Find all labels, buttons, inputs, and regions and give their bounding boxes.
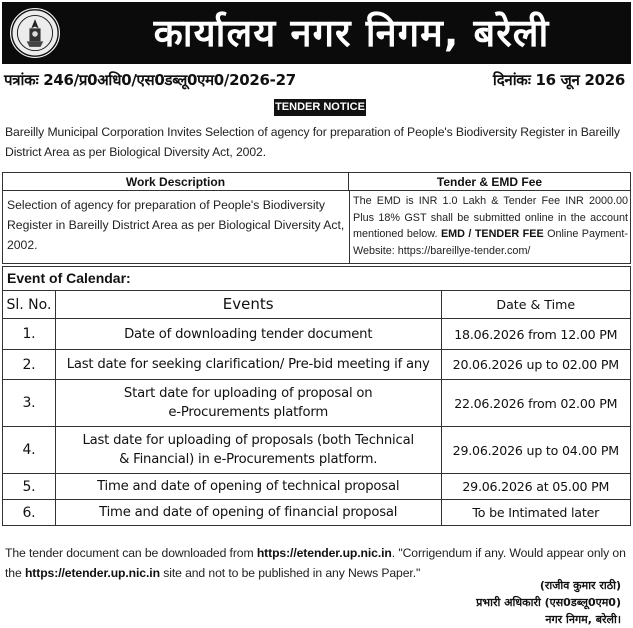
page-title: कार्यालय नगर निगम, बरेली (153, 11, 550, 55)
event-calendar-table (2, 290, 631, 526)
table-row (3, 380, 631, 427)
row-number: 1. (3, 319, 56, 350)
row-date: 22.06.2026 from 02.00 PM (441, 380, 630, 427)
signatory-name: (राजीव कुमार राठी) (539, 579, 621, 592)
reference-number: पत्रांकः 246/प्र0अधि0/एस0डब्लू0एम0/2026-27 (4, 71, 296, 89)
intro-paragraph: Bareilly Municipal Corporation Invites Selection of agency for preparation of People's Biodiversity Register in Bareilly District Area as per Biological Diversity Act, 2002. (5, 125, 620, 159)
signatory-office: नगर निगम, बरेली। (545, 613, 621, 626)
table-row (3, 319, 631, 350)
table-row (3, 427, 631, 474)
table-row (3, 500, 631, 526)
footer-text: . "Corrigendum if any. Would appear only on the (5, 546, 626, 580)
row-date: To be Intimated later (441, 500, 630, 526)
row-event-line: e-Procurements platform (168, 405, 328, 420)
etender-link[interactable]: https://etender.up.nic.in (256, 546, 392, 560)
fee-text-part-2: Online Payment-Website: https://bareillye-tender.com/ (353, 228, 628, 257)
footer-text: The tender document can be downloaded from (5, 546, 254, 560)
tender-fee-text (353, 193, 628, 259)
row-event: Time and date of opening of technical proposal (55, 474, 441, 500)
row-event: Last date for seeking clarification/ Pre-bid meeting if any (55, 350, 441, 380)
signature-block (476, 577, 621, 628)
row-date: 29.06.2026 at 05.00 PM (441, 474, 630, 500)
row-number: 5. (3, 474, 56, 500)
row-event (55, 427, 441, 474)
signatory-designation: प्रभारी अधिकारी (एस0डब्लू0एम0) (476, 596, 621, 609)
row-event: Date of downloading tender document (55, 319, 441, 350)
row-date: 29.06.2026 up to 04.00 PM (441, 427, 630, 474)
calendar-title: Event of Calendar: (2, 266, 631, 290)
tender-fee-header: Tender & EMD Fee (349, 173, 630, 191)
tender-notice-badge: TENDER NOTICE (274, 99, 366, 116)
fee-text-part-1: The EMD is INR 1.0 Lakh & Tender Fee INR 2000.00 Plus 18% GST shall be submitted online in the account mentioned below. (353, 195, 628, 241)
row-event-line: Last date for uploading of proposals (both Technical (82, 433, 414, 448)
row-event-line: Start date for uploading of proposal on (123, 386, 373, 401)
municipal-emblem-icon (8, 6, 62, 60)
footer-text: site and not to be published in any News Paper." (163, 566, 421, 580)
row-event (55, 380, 441, 427)
table-row (3, 350, 631, 380)
etender-link[interactable]: https://etender.up.nic.in (24, 566, 160, 580)
header-band (2, 2, 631, 64)
work-description-header: Work Description (3, 173, 349, 191)
table-row (3, 474, 631, 500)
column-header-events: Events (55, 291, 441, 319)
row-number: 3. (3, 380, 56, 427)
column-divider (349, 191, 350, 263)
notice-date: दिनांकः 16 जून 2026 (492, 71, 625, 89)
work-description-box (2, 172, 631, 264)
table-header-row (3, 291, 631, 319)
column-header-sl: Sl. No. (3, 291, 56, 319)
row-number: 2. (3, 350, 56, 380)
row-date: 18.06.2026 from 12.00 PM (441, 319, 630, 350)
row-number: 4. (3, 427, 56, 474)
fee-text-bold: EMD / TENDER FEE (440, 228, 544, 241)
row-event: Time and date of opening of financial proposal (55, 500, 441, 526)
row-number: 6. (3, 500, 56, 526)
column-header-date: Date & Time (441, 291, 630, 319)
row-event-line: & Financial) in e-Procurements platform. (119, 452, 378, 467)
work-description-text: Selection of agency for preparation of People's Biodiversity Register in Bareilly District Area as per Biological Diversity Act, 2002. (7, 198, 345, 252)
row-date: 20.06.2026 up to 02.00 PM (441, 350, 630, 380)
